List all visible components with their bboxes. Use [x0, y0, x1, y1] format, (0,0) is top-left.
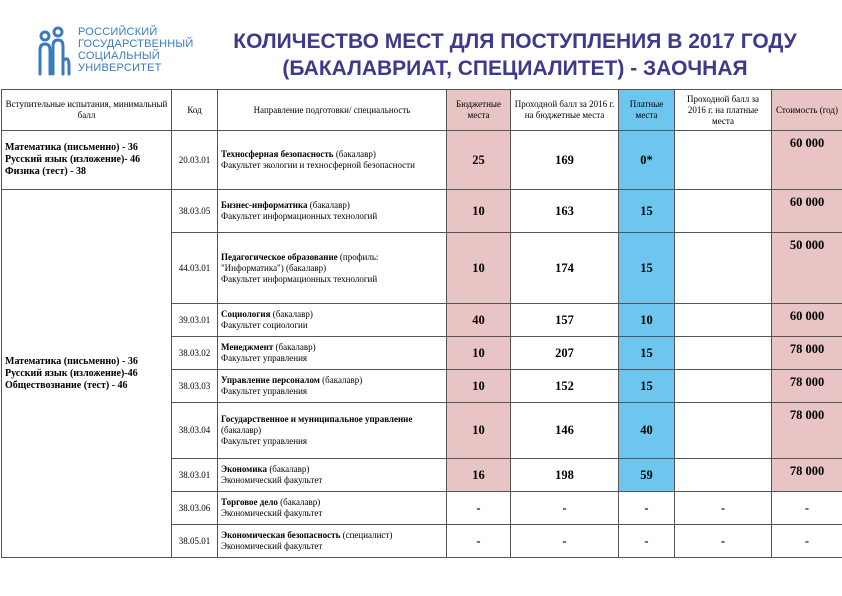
- budget-places: 40: [447, 304, 511, 337]
- paid-places: 15: [619, 233, 675, 304]
- program-faculty: Факультет управления: [221, 436, 308, 446]
- program-degree: (бакалавр): [272, 309, 313, 319]
- program-degree: (профиль: "Информатика") (бакалавр): [221, 251, 379, 273]
- paid-pass-score: [675, 370, 772, 403]
- program-name: Торговое дело: [221, 497, 278, 507]
- paid-places: 15: [619, 190, 675, 233]
- budget-places: 16: [447, 459, 511, 492]
- program-faculty: Факультет социологии: [221, 320, 308, 330]
- program-title: [221, 375, 443, 386]
- program-name: Менеджмент: [221, 342, 274, 352]
- table-row: [2, 190, 842, 233]
- program-code: 38.03.02: [172, 337, 218, 370]
- logo-line: УНИВЕРСИТЕТ: [78, 62, 162, 74]
- budget-pass-score: 157: [511, 304, 619, 337]
- annual-cost: 60 000: [772, 304, 842, 337]
- program-title: [221, 342, 443, 353]
- university-logo: [36, 24, 206, 84]
- budget-places: 10: [447, 337, 511, 370]
- program-direction: [218, 492, 447, 525]
- exam-line: Математика (письменно) - 36: [5, 355, 138, 367]
- program-direction: [218, 459, 447, 492]
- paid-places: 15: [619, 337, 675, 370]
- budget-pass-score: 163: [511, 190, 619, 233]
- program-name: Государственное и муниципальное управление: [221, 414, 413, 424]
- program-title: [221, 252, 443, 274]
- logo-text: [78, 26, 193, 74]
- program-name: Педагогическое образование: [221, 251, 338, 262]
- program-degree: (бакалавр): [322, 375, 363, 385]
- budget-places: -: [447, 492, 511, 525]
- paid-pass-score: -: [675, 525, 772, 558]
- budget-places: 10: [447, 190, 511, 233]
- program-faculty: Факультет экологии и техносферной безопасности: [221, 160, 415, 170]
- program-title: [221, 149, 443, 160]
- header-row: [2, 90, 842, 131]
- program-direction: [218, 190, 447, 233]
- program-name: Управление персоналом: [221, 375, 320, 385]
- people-logo-icon: [36, 26, 72, 76]
- program-faculty: Факультет управления: [221, 386, 308, 396]
- program-faculty: Экономический факультет: [221, 475, 323, 485]
- header-code: Код: [172, 90, 218, 131]
- program-title: [221, 200, 443, 211]
- table-row: [2, 131, 842, 190]
- program-title: [221, 464, 443, 475]
- paid-pass-score: [675, 304, 772, 337]
- program-degree: (бакалавр): [269, 464, 310, 474]
- header-score-budget: Проходной балл за 2016 г. на бюджетные места: [511, 90, 619, 131]
- exam-line: Математика (письменно) - 36: [5, 142, 138, 153]
- program-direction: [218, 337, 447, 370]
- logo-line: СОЦИАЛЬНЫЙ: [78, 50, 160, 62]
- program-degree: (бакалавр): [221, 425, 262, 435]
- logo-line: РОССИЙСКИЙ: [78, 26, 158, 38]
- program-degree: (бакалавр): [280, 497, 321, 507]
- program-direction: [218, 131, 447, 190]
- paid-places: 59: [619, 459, 675, 492]
- annual-cost: 60 000: [772, 131, 842, 190]
- title-line-1: КОЛИЧЕСТВО МЕСТ ДЛЯ ПОСТУПЛЕНИЯ В 2017 ГОДУ: [233, 30, 797, 53]
- program-code: 44.03.01: [172, 233, 218, 304]
- budget-pass-score: 152: [511, 370, 619, 403]
- program-name: Экономическая безопасность: [221, 530, 341, 540]
- program-direction: [218, 233, 447, 304]
- annual-cost: 50 000: [772, 233, 842, 304]
- exam-line: Физика (тест) - 38: [5, 166, 87, 177]
- program-name: Социология: [221, 309, 271, 319]
- budget-places: 10: [447, 403, 511, 459]
- header-score-paid: Проходной балл за 2016 г. на платные места: [675, 90, 772, 131]
- program-title: [221, 414, 443, 436]
- paid-places: 15: [619, 370, 675, 403]
- paid-places: -: [619, 492, 675, 525]
- program-name: Экономика: [221, 464, 268, 474]
- program-direction: [218, 304, 447, 337]
- program-title: [221, 497, 443, 508]
- exam-line: Русский язык (изложение)- 46: [5, 154, 141, 165]
- budget-pass-score: 174: [511, 233, 619, 304]
- budget-places: 10: [447, 233, 511, 304]
- annual-cost: 78 000: [772, 403, 842, 459]
- paid-pass-score: [675, 459, 772, 492]
- program-direction: [218, 403, 447, 459]
- header-exams: Вступительные испытания, минимальный балл: [2, 90, 172, 131]
- header-paid: Платные места: [619, 90, 675, 131]
- program-faculty: Факультет информационных технологий: [221, 211, 378, 221]
- program-code: 38.03.06: [172, 492, 218, 525]
- program-degree: (специалист): [342, 530, 393, 540]
- budget-pass-score: 198: [511, 459, 619, 492]
- paid-pass-score: [675, 190, 772, 233]
- program-name: Бизнес-информатика: [221, 200, 308, 210]
- program-faculty: Факультет управления: [221, 353, 308, 363]
- paid-pass-score: [675, 337, 772, 370]
- program-direction: [218, 525, 447, 558]
- program-direction: [218, 370, 447, 403]
- paid-pass-score: [675, 131, 772, 190]
- program-code: 38.03.05: [172, 190, 218, 233]
- paid-places: -: [619, 525, 675, 558]
- exam-line: Обществознание (тест) - 46: [5, 379, 128, 391]
- annual-cost: 78 000: [772, 459, 842, 492]
- budget-pass-score: 146: [511, 403, 619, 459]
- exam-requirements: [2, 190, 172, 558]
- paid-pass-score: -: [675, 492, 772, 525]
- annual-cost: 60 000: [772, 190, 842, 233]
- paid-places: 0*: [619, 131, 675, 190]
- header-cost: Стоимость (год): [772, 90, 842, 131]
- program-code: 38.05.01: [172, 525, 218, 558]
- program-degree: (бакалавр): [275, 342, 316, 352]
- header-direction: Направление подготовки/ специальность: [218, 90, 447, 131]
- program-code: 38.03.04: [172, 403, 218, 459]
- logo-line: ГОСУДАРСТВЕННЫЙ: [78, 38, 194, 50]
- annual-cost: -: [772, 492, 842, 525]
- annual-cost: 78 000: [772, 370, 842, 403]
- program-degree: (бакалавр): [309, 200, 350, 210]
- program-degree: (бакалавр): [335, 149, 376, 159]
- budget-pass-score: 169: [511, 131, 619, 190]
- exam-requirements: [2, 131, 172, 190]
- budget-pass-score: -: [511, 525, 619, 558]
- admission-table: [1, 89, 842, 558]
- program-faculty: Факультет информационных технологий: [221, 273, 378, 284]
- budget-pass-score: -: [511, 492, 619, 525]
- budget-places: 25: [447, 131, 511, 190]
- program-code: 38.03.03: [172, 370, 218, 403]
- program-faculty: Экономический факультет: [221, 508, 323, 518]
- program-title: [221, 309, 443, 320]
- annual-cost: 78 000: [772, 337, 842, 370]
- program-code: 39.03.01: [172, 304, 218, 337]
- program-code: 20.03.01: [172, 131, 218, 190]
- paid-pass-score: [675, 403, 772, 459]
- program-name: Техносферная безопасность: [221, 149, 334, 159]
- paid-places: 10: [619, 304, 675, 337]
- paid-pass-score: [675, 233, 772, 304]
- exam-line: Русский язык (изложение)-46: [5, 367, 138, 379]
- program-title: [221, 530, 443, 541]
- title-line-2: (БАКАЛАВРИАТ, СПЕЦИАЛИТЕТ) - ЗАОЧНАЯ: [282, 57, 748, 80]
- program-faculty: Экономический факультет: [221, 541, 323, 551]
- budget-pass-score: 207: [511, 337, 619, 370]
- page-title: [200, 28, 830, 82]
- budget-places: 10: [447, 370, 511, 403]
- header-budget: Бюджетные места: [447, 90, 511, 131]
- budget-places: -: [447, 525, 511, 558]
- annual-cost: -: [772, 525, 842, 558]
- program-code: 38.03.01: [172, 459, 218, 492]
- paid-places: 40: [619, 403, 675, 459]
